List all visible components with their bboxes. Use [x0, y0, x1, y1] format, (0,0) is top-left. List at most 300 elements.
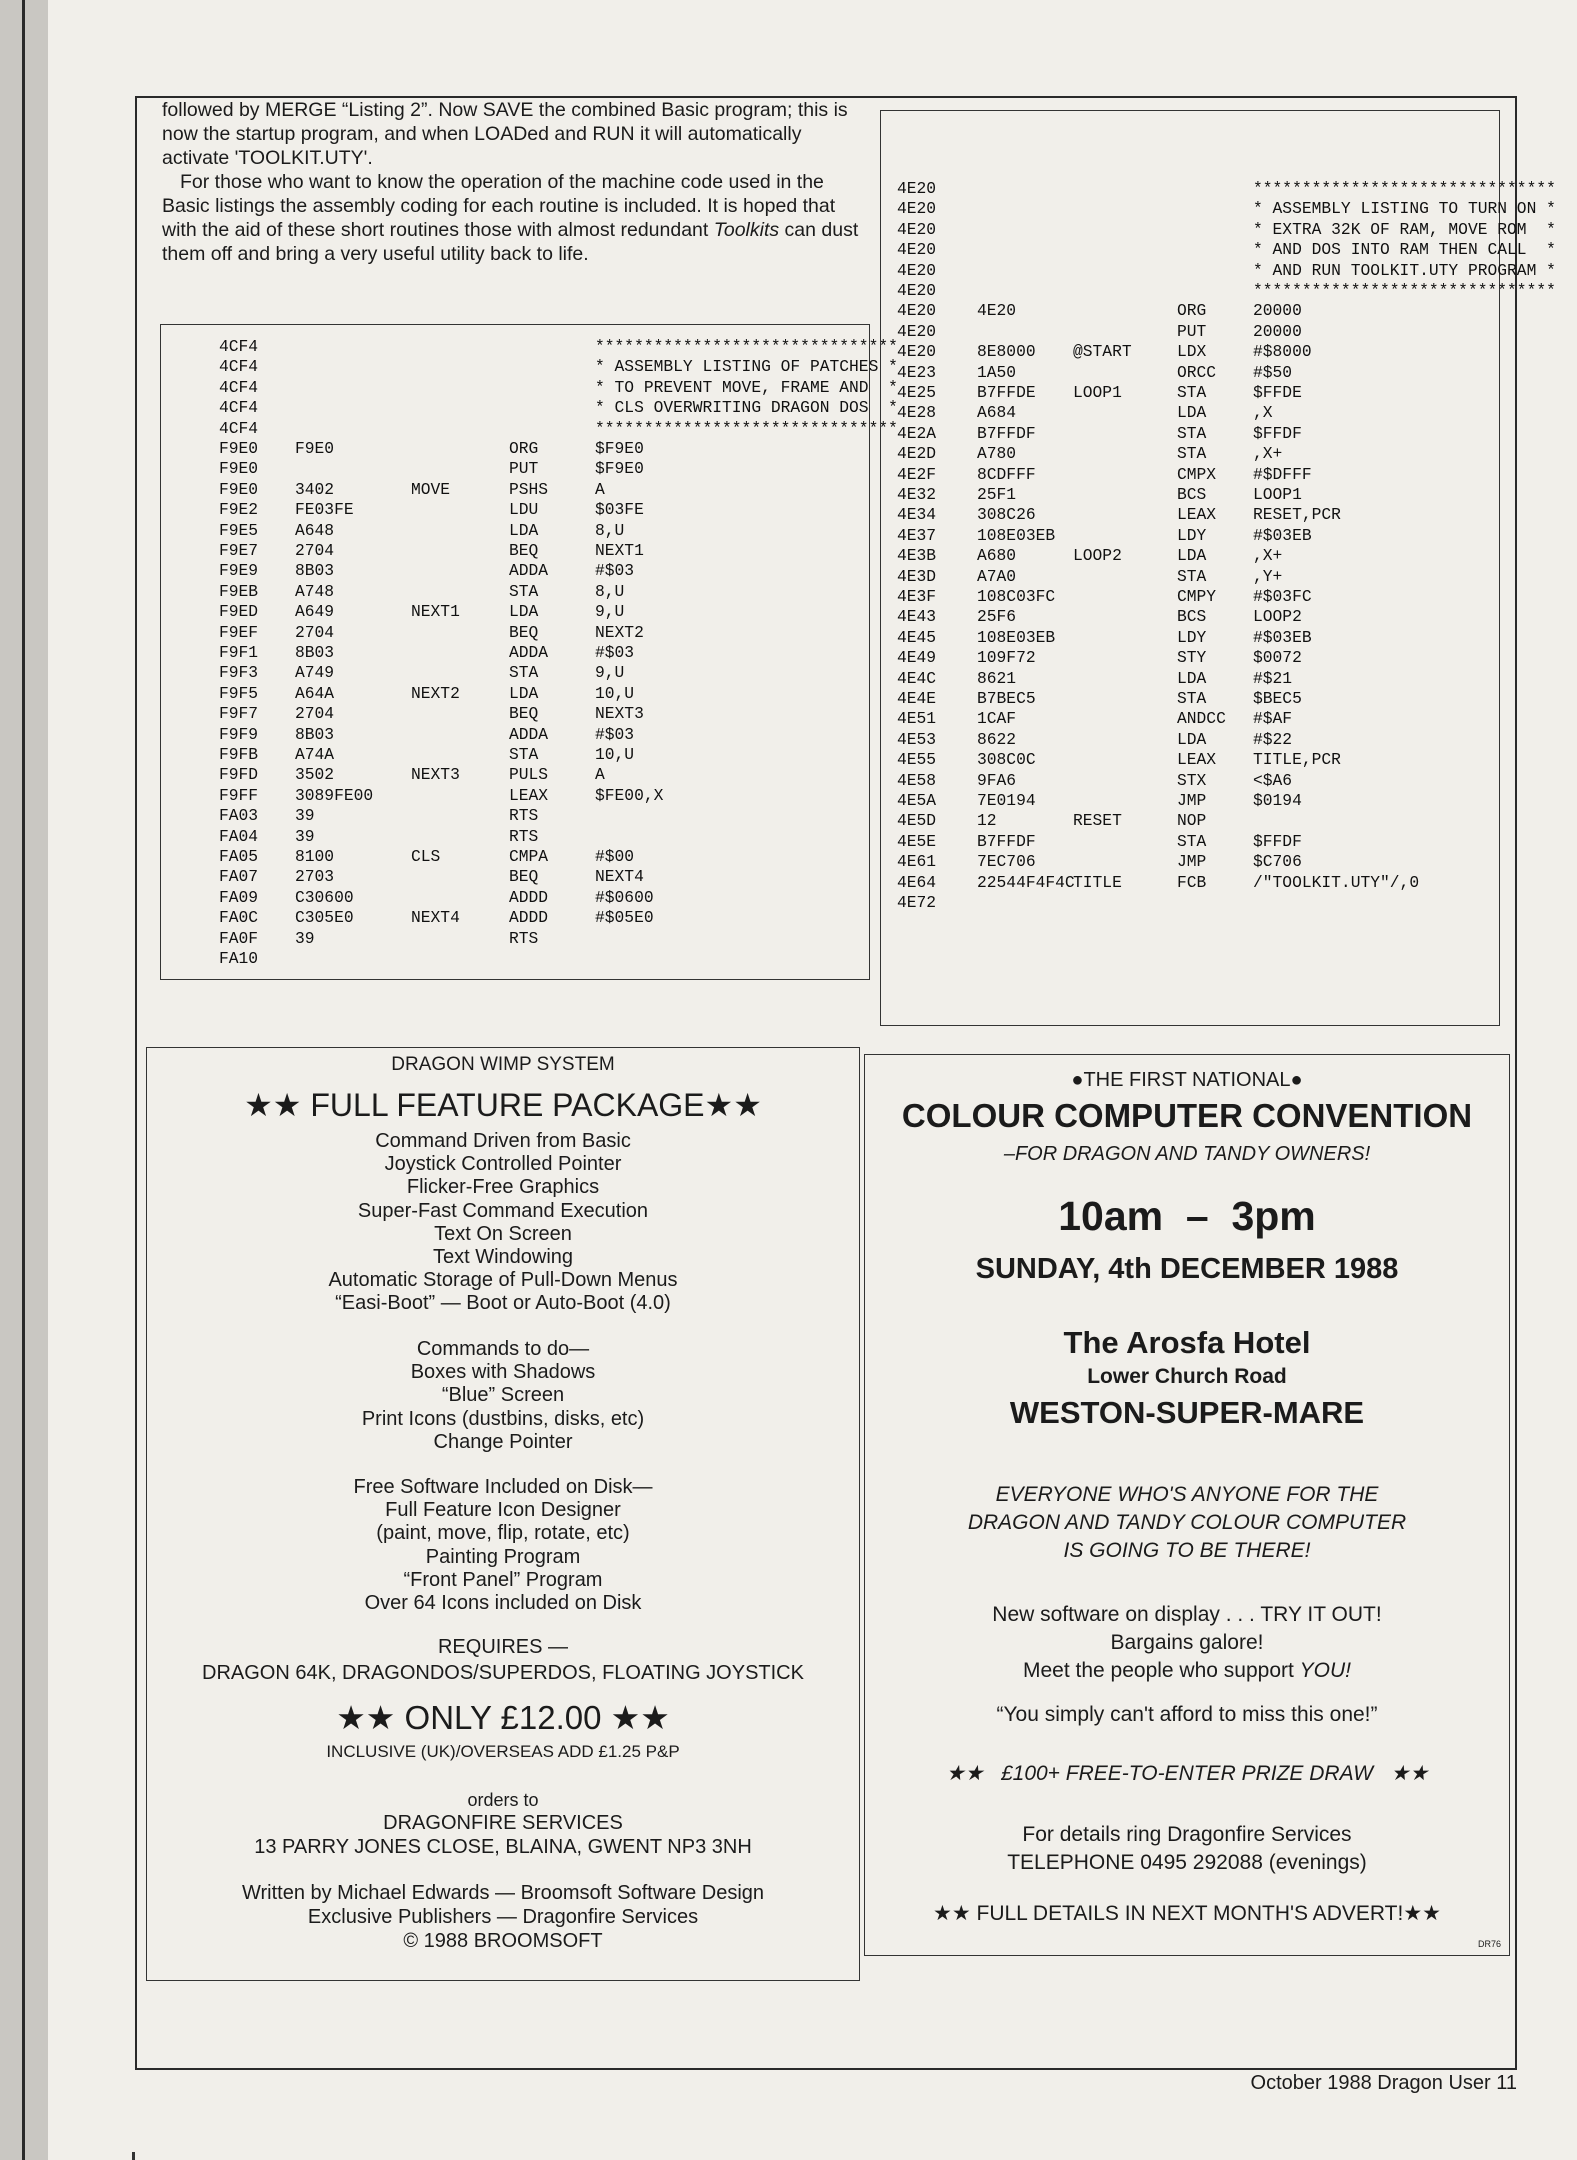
listing-cell: FA10	[219, 949, 259, 968]
listing-cell: 4E64	[897, 872, 937, 892]
listing-cell: STY	[1177, 648, 1207, 668]
listing-cell: 39	[295, 928, 315, 948]
listing-cell: RESET,PCR	[1253, 505, 1341, 525]
wimp-line: Full Feature Icon Designer	[385, 1499, 621, 1522]
listing-cell: F9FF	[219, 785, 259, 805]
listing-cell: STX	[1177, 770, 1207, 790]
wimp-requirements: DRAGON 64K, DRAGONDOS/SUPERDOS, FLOATING JOYSTICK	[202, 1662, 804, 1684]
listing-cell: BEQ	[509, 867, 539, 887]
listing-cell: BCS	[1177, 485, 1207, 504]
listing-cell: CMPA	[509, 847, 549, 866]
listing-cell: 308C26	[977, 505, 1036, 525]
listing-cell: 4E2A	[897, 423, 937, 443]
listing-cell: 4E53	[897, 729, 937, 749]
wimp-line: Free Software Included on Disk—	[353, 1476, 653, 1498]
listing-cell: 4E28	[897, 403, 937, 423]
listing-cell: 4E20	[897, 281, 937, 300]
listing-cell: FA0C	[219, 908, 259, 928]
listing-cell: 4CF4	[219, 418, 259, 438]
page-spine	[0, 0, 48, 2160]
listing-cell: A684	[977, 403, 1017, 423]
listing-cell: STA	[1177, 383, 1207, 402]
spine-line	[22, 0, 25, 2160]
listing-cell: LDA	[509, 520, 539, 540]
listing-cell: $C706	[1253, 852, 1302, 872]
listing-cell: F9E9	[219, 561, 259, 581]
listing-cell: A780	[977, 444, 1017, 464]
listing-cell: F9EF	[219, 622, 259, 642]
patch-listing-box	[160, 324, 898, 980]
listing-cell: LDY	[1177, 525, 1207, 545]
wimp-company: DRAGONFIRE SERVICES	[383, 1812, 623, 1834]
listing-cell: F9EB	[219, 581, 259, 601]
listing-cell: STA	[509, 745, 539, 764]
wimp-line: Text On Screen	[434, 1222, 572, 1245]
wimp-postage: INCLUSIVE (UK)/OVERSEAS ADD £1.25 P&P	[326, 1742, 680, 1761]
listing-cell: CMPY	[1177, 587, 1217, 606]
listing-cell: A64A	[295, 683, 335, 703]
listing-cell: $0194	[1253, 791, 1302, 810]
listing-cell: 4E20	[897, 321, 937, 341]
listing-cell: 4E20	[897, 260, 937, 280]
listing-cell: 8621	[977, 668, 1017, 688]
listing-cell: 3402	[295, 479, 335, 499]
listing-cell: 8CDFFF	[977, 464, 1036, 484]
listing-cell: ,X+	[1253, 444, 1283, 464]
convention-line-3	[865, 1659, 1509, 1683]
listing-cell: A74A	[295, 745, 335, 764]
listing-cell: 12	[977, 811, 997, 831]
listing-cell: 39	[295, 806, 315, 826]
listing-cell: BEQ	[509, 541, 539, 560]
listing-cell: #$05E0	[595, 908, 654, 928]
listing-cell: F9F3	[219, 663, 259, 683]
listing-cell: RTS	[509, 928, 539, 948]
listing-cell: F9E0	[219, 479, 259, 499]
listing-cell: 4E61	[897, 852, 937, 872]
wimp-line: Joystick Controlled Pointer	[384, 1153, 622, 1176]
convention-prize-draw: ★★ £100+ FREE-TO-ENTER PRIZE DRAW ★★	[945, 1762, 1429, 1785]
listing-cell: FA0F	[219, 928, 259, 948]
listing-cell: /"TOOLKIT.UTY"/,0	[1253, 872, 1420, 892]
listing-cell: 4E32	[897, 485, 937, 504]
listing-cell: BEQ	[509, 622, 539, 642]
listing-cell: FA04	[219, 826, 259, 846]
listing-cell: $BEC5	[1253, 689, 1302, 708]
convention-slogan-2: DRAGON AND TANDY COLOUR COMPUTER	[967, 1511, 1407, 1534]
listing-cell: NEXT2	[595, 622, 644, 642]
listing-cell: ORG	[509, 439, 539, 458]
listing-cell: 25F1	[977, 485, 1017, 504]
listing-cell: 7E0194	[977, 791, 1036, 810]
intro-paragraph-2	[162, 170, 868, 266]
wimp-credit-author: Written by Michael Edwards — Broomsoft Software Design	[241, 1882, 765, 1904]
listing-cell: 4E25	[897, 383, 937, 402]
listing-cell: 8B03	[295, 643, 335, 662]
listing-cell: #$03	[595, 643, 635, 662]
listing-cell: NEXT4	[411, 908, 460, 928]
listing-cell: A649	[295, 602, 335, 622]
listing-cell: C30600	[295, 887, 354, 907]
listing-cell: 9,U	[595, 602, 625, 622]
listing-cell: *******************************	[1253, 281, 1556, 300]
listing-cell: 4E20	[897, 219, 937, 239]
listing-cell: F9F1	[219, 643, 259, 662]
listing-cell: #$03	[595, 724, 635, 744]
listing-cell: 1A50	[977, 362, 1017, 382]
listing-cell: STA	[1177, 566, 1207, 586]
listing-cell: #$00	[595, 847, 635, 866]
listing-cell: 4E2D	[897, 444, 937, 464]
advert-code: DR76	[1477, 1939, 1501, 1949]
listing-cell: FE03FE	[295, 500, 354, 520]
listing-cell: C305E0	[295, 908, 354, 928]
listing-cell: 2704	[295, 704, 335, 724]
listing-cell: #$03EB	[1253, 525, 1312, 545]
convention-time: 10am – 3pm	[1058, 1193, 1316, 1239]
wimp-line: Over 64 Icons included on Disk	[364, 1592, 642, 1614]
listing-cell: $FE00,X	[595, 785, 664, 805]
wimp-system-title: DRAGON WIMP SYSTEM	[391, 1054, 615, 1075]
listing-cell: 4E45	[897, 627, 937, 647]
wimp-line: Boxes with Shadows	[410, 1361, 596, 1384]
listing-cell: TITLE,PCR	[1253, 750, 1341, 770]
listing-cell: 8100	[295, 847, 335, 866]
listing-cell: F9F5	[219, 683, 259, 703]
listing-cell: *******************************	[595, 418, 898, 438]
listing-cell: RESET	[1073, 811, 1122, 831]
listing-cell: 8622	[977, 729, 1017, 749]
listing-cell: 7EC706	[977, 852, 1036, 872]
convention-line-3-you: YOU!	[1299, 1659, 1352, 1682]
listing-cell: 4CF4	[219, 337, 259, 356]
wimp-headline: ★★ FULL FEATURE PACKAGE★★	[244, 1087, 762, 1123]
listing-cell: F9FD	[219, 765, 259, 785]
listing-cell: * EXTRA 32K OF RAM, MOVE ROM *	[1253, 219, 1556, 239]
listing-cell: ,X	[1253, 403, 1273, 423]
listing-cell: 4E49	[897, 648, 937, 668]
convention-title: COLOUR COMPUTER CONVENTION	[901, 1097, 1473, 1134]
listing-cell: $0072	[1253, 648, 1302, 668]
listing-cell: FA03	[219, 806, 259, 826]
listing-cell: TITLE	[1073, 872, 1122, 892]
listing-cell: 4E51	[897, 709, 937, 729]
listing-cell: $FFDF	[1253, 831, 1302, 851]
listing-cell: F9E0	[219, 439, 259, 458]
wimp-line: Commands to do—	[416, 1338, 590, 1360]
listing-cell: 8,U	[595, 520, 625, 540]
listing-cell: LOOP1	[1073, 383, 1122, 402]
listing-cell: PUT	[509, 459, 539, 479]
listing-cell: 4E3B	[897, 546, 937, 566]
listing-cell: 8,U	[595, 581, 625, 601]
listing-cell: $03FE	[595, 500, 644, 520]
listing-cell: JMP	[1177, 791, 1207, 810]
wimp-line: Automatic Storage of Pull-Down Menus	[328, 1269, 678, 1292]
convention-slogan-3: IS GOING TO BE THERE!	[1063, 1539, 1311, 1562]
listing-cell: PSHS	[509, 479, 549, 499]
wimp-line: Painting Program	[425, 1545, 581, 1568]
listing-cell: BCS	[1177, 607, 1207, 627]
listing-cell: CLS	[411, 847, 441, 866]
listing-cell: 4E5D	[897, 811, 937, 831]
wimp-price: ★★ ONLY £12.00 ★★	[336, 1699, 670, 1736]
listing-cell: STA	[1177, 831, 1207, 851]
listing-cell: 20000	[1253, 301, 1302, 321]
listing-cell: 8E8000	[977, 342, 1036, 362]
wimp-line: “Easi-Boot” — Boot or Auto-Boot (4.0)	[335, 1292, 671, 1315]
listing-cell: 22544F4F4C	[977, 872, 1075, 892]
listing-cell: ADDA	[509, 724, 549, 744]
convention-phone: TELEPHONE 0495 292088 (evenings)	[1007, 1851, 1367, 1874]
listing-cell: 108E03EB	[977, 525, 1056, 545]
listing-cell: PULS	[509, 765, 549, 785]
listing-cell: 10,U	[595, 683, 635, 703]
listing-cell: LDA	[509, 602, 539, 622]
listing-cell: *******************************	[595, 337, 898, 356]
listing-cell: LDA	[509, 683, 539, 703]
listing-cell: $F9E0	[595, 439, 644, 458]
convention-subtitle: –FOR DRAGON AND TANDY OWNERS!	[1003, 1143, 1371, 1165]
listing-cell: F9E2	[219, 500, 259, 520]
wimp-line: Text Windowing	[432, 1246, 574, 1268]
listing-cell: ANDCC	[1177, 709, 1226, 729]
listing-cell: #$03EB	[1253, 627, 1312, 647]
listing-cell: LOOP2	[1253, 607, 1302, 627]
listing-cell: CMPX	[1177, 464, 1217, 484]
listing-cell: <$A6	[1253, 770, 1293, 790]
convention-line-2: Bargains galore!	[1110, 1631, 1264, 1654]
listing-cell: 2704	[295, 622, 335, 642]
listing-cell: STA	[1177, 423, 1207, 443]
listing-cell: 4E72	[897, 893, 937, 912]
convention-slogan-1: EVERYONE WHO'S ANYONE FOR THE	[995, 1483, 1379, 1506]
listing-cell: 4E20	[897, 301, 937, 321]
listing-cell: NOP	[1177, 811, 1207, 831]
listing-cell: $F9E0	[595, 459, 644, 479]
listing-cell: 108E03EB	[977, 627, 1056, 647]
wimp-line: Change Pointer	[433, 1430, 573, 1453]
wimp-orders-to: orders to	[467, 1790, 539, 1810]
wimp-line: Command Driven from Basic	[375, 1130, 631, 1152]
listing-cell: FA05	[219, 847, 259, 866]
intro-p2-start: For those who want to know the operation of the machine code used in the Basic listings the assembly coding for each routine is included. It is hoped that with the aid of these short routines those with almost redundant	[162, 171, 836, 241]
listing-cell: $FFDE	[1253, 383, 1302, 402]
page-footer: October 1988 Dragon User 11	[1250, 2072, 1517, 2094]
listing-cell: * AND DOS INTO RAM THEN CALL *	[1253, 240, 1556, 260]
listing-cell: LDA	[1177, 668, 1207, 688]
listing-cell: LDA	[1177, 403, 1207, 423]
listing-cell: F9E0	[219, 459, 259, 479]
listing-cell: A	[595, 765, 605, 785]
listing-cell: 20000	[1253, 321, 1302, 341]
listing-cell: BEQ	[509, 704, 539, 724]
listing-cell: 108C03FC	[977, 587, 1056, 606]
listing-cell: LDX	[1177, 342, 1207, 362]
listing-cell: #$DFFF	[1253, 464, 1312, 484]
listing-cell: STA	[509, 581, 539, 601]
listing-cell: NEXT1	[411, 602, 460, 622]
listing-cell: NEXT3	[595, 704, 644, 724]
listing-cell: STA	[509, 663, 539, 683]
listing-cell: F9F7	[219, 704, 259, 724]
listing-cell: A748	[295, 581, 335, 601]
listing-cell: 10,U	[595, 745, 635, 764]
listing-cell: B7FFDF	[977, 831, 1036, 851]
listing-cell: FCB	[1177, 872, 1207, 892]
convention-line-3-text: Meet the people who support	[1022, 1659, 1300, 1682]
listing-cell: JMP	[1177, 852, 1207, 872]
listing-cell: ADDD	[509, 908, 549, 928]
listing-cell: $FFDF	[1253, 423, 1302, 443]
listing-cell: 4E5E	[897, 831, 937, 851]
listing-cell: 4CF4	[219, 377, 259, 397]
listing-cell: RTS	[509, 806, 539, 826]
wimp-line: Flicker-Free Graphics	[406, 1176, 600, 1199]
listing-cell: * ASSEMBLY LISTING TO TURN ON *	[1253, 199, 1556, 219]
listing-cell: 2703	[295, 867, 335, 887]
convention-kicker: ●THE FIRST NATIONAL●	[1071, 1069, 1303, 1091]
intro-paragraph-1: followed by MERGE “Listing 2”. Now SAVE the combined Basic program; this is now the startup program, and when LOADed and RUN it will automatically activate 'TOOLKIT.UTY'.	[162, 99, 848, 169]
listing-cell: 4E5A	[897, 791, 937, 810]
listing-cell: B7FFDE	[977, 383, 1036, 402]
listing-cell: ,Y+	[1253, 566, 1283, 586]
listing-cell: 9,U	[595, 663, 625, 683]
listing-cell: ORCC	[1177, 362, 1217, 382]
convention-advert	[864, 1054, 1510, 1956]
listing-cell: 4E20	[897, 240, 937, 260]
wimp-advert	[146, 1047, 860, 1981]
listing-cell: #$03	[595, 561, 635, 581]
listing-cell: LOOP1	[1253, 485, 1302, 504]
listing-cell: 4E20	[897, 342, 937, 362]
listing-cell: LDU	[509, 500, 539, 520]
convention-next-month: ★★ FULL DETAILS IN NEXT MONTH'S ADVERT!★★	[933, 1902, 1441, 1925]
wimp-requires-label: REQUIRES —	[437, 1636, 569, 1658]
margin-mark	[132, 2152, 135, 2160]
listing-cell: #$8000	[1253, 342, 1312, 362]
listing-cell: ORG	[1177, 301, 1207, 321]
listing-cell: F9E0	[295, 439, 335, 458]
convention-details: For details ring Dragonfire Services	[1022, 1823, 1352, 1846]
convention-street: Lower Church Road	[1087, 1365, 1287, 1388]
convention-date: SUNDAY, 4th DECEMBER 1988	[975, 1253, 1399, 1285]
listing-cell: NEXT4	[595, 867, 644, 887]
listing-cell: A648	[295, 520, 335, 540]
listing-cell: * TO PREVENT MOVE, FRAME AND *	[595, 377, 898, 397]
listing-cell: A7A0	[977, 566, 1017, 586]
listing-cell: 4E4C	[897, 668, 937, 688]
listing-cell: 4E55	[897, 750, 937, 770]
listing-cell: 3502	[295, 765, 335, 785]
listing-cell: A749	[295, 663, 335, 683]
wimp-address: 13 PARRY JONES CLOSE, BLAINA, GWENT NP3 3NH	[254, 1836, 752, 1858]
listing-cell: LDA	[1177, 546, 1207, 566]
listing-cell: RTS	[509, 826, 539, 846]
listing-cell: * CLS OVERWRITING DRAGON DOS *	[595, 398, 898, 418]
wimp-copyright: © 1988 BROOMSOFT	[403, 1930, 603, 1952]
listing-cell: NEXT3	[411, 765, 460, 785]
listing-cell: 2704	[295, 541, 335, 560]
convention-line-1: New software on display . . . TRY IT OUT!	[992, 1603, 1382, 1626]
listing-cell: 9FA6	[977, 770, 1017, 790]
listing-cell: #$AF	[1253, 709, 1293, 729]
intro-text	[162, 98, 868, 266]
listing-cell: 308C0C	[977, 750, 1036, 770]
convention-town: WESTON-SUPER-MARE	[1009, 1395, 1365, 1430]
listing-cell: 4E4E	[897, 689, 937, 708]
listing-cell: 25F6	[977, 607, 1017, 627]
listing-cell: #$03FC	[1253, 587, 1312, 606]
listing-cell: LOOP2	[1073, 546, 1122, 566]
convention-quote: “You simply can't afford to miss this one!”	[996, 1703, 1378, 1726]
listing-cell: 8B03	[295, 561, 335, 581]
listing-cell: F9E7	[219, 541, 259, 560]
listing-cell: F9F9	[219, 724, 259, 744]
wimp-line: Print Icons (dustbins, disks, etc)	[361, 1407, 645, 1430]
listing-cell: LEAX	[1177, 505, 1217, 525]
wimp-credit-publisher: Exclusive Publishers — Dragonfire Services	[307, 1906, 699, 1928]
intro-p2-end: can dust them off and bring a very useful utility back to life.	[162, 219, 859, 265]
listing-cell: A680	[977, 546, 1017, 566]
listing-cell: NEXT1	[595, 541, 644, 560]
wimp-line: “Front Panel” Program	[403, 1568, 603, 1591]
listing-cell: 1CAF	[977, 709, 1017, 729]
listing-cell: #$50	[1253, 362, 1293, 382]
wimp-line: (paint, move, flip, rotate, etc)	[376, 1522, 630, 1545]
listing-cell: 4E20	[897, 179, 937, 198]
listing-cell: 4E3D	[897, 566, 937, 586]
listing-cell: LDA	[1177, 729, 1207, 749]
listing-cell: 4E2F	[897, 464, 937, 484]
listing-cell: ADDA	[509, 643, 549, 662]
listing-cell: #$0600	[595, 887, 654, 907]
convention-venue: The Arosfa Hotel	[1063, 1325, 1311, 1360]
listing-cell: 39	[295, 826, 315, 846]
listing-cell: 4E58	[897, 770, 937, 790]
listing-cell: 4E23	[897, 362, 937, 382]
listing-cell: @START	[1073, 342, 1132, 362]
listing-cell: ADDD	[509, 887, 549, 907]
listing-cell: #$21	[1253, 668, 1293, 688]
listing-cell: LEAX	[1177, 750, 1217, 770]
listing-cell: NEXT2	[411, 683, 460, 703]
listing-cell: B7BEC5	[977, 689, 1036, 708]
listing-cell: #$22	[1253, 729, 1293, 749]
listing-cell: 4E43	[897, 607, 937, 627]
listing-cell: STA	[1177, 689, 1207, 708]
listing-cell: 4CF4	[219, 398, 259, 418]
listing-cell: 4E3F	[897, 587, 937, 606]
listing-cell: 3089FE00	[295, 785, 374, 805]
listing-cell: 4E37	[897, 525, 937, 545]
listing-cell: LEAX	[509, 785, 549, 805]
listing-cell: F9FB	[219, 745, 259, 764]
wimp-line: “Blue” Screen	[441, 1384, 565, 1407]
listing-cell: F9E5	[219, 520, 259, 540]
listing-cell: ADDA	[509, 561, 549, 581]
listing-cell: LDY	[1177, 627, 1207, 647]
listing-cell: STA	[1177, 444, 1207, 464]
listing-cell: B7FFDF	[977, 423, 1036, 443]
listing-cell: *******************************	[1253, 179, 1556, 198]
listing-cell: * AND RUN TOOLKIT.UTY PROGRAM *	[1253, 260, 1556, 280]
listing-cell: 4E34	[897, 505, 937, 525]
listing-cell: PUT	[1177, 321, 1207, 341]
listing-cell: MOVE	[411, 479, 451, 499]
listing-cell: 4E20	[977, 301, 1017, 321]
intro-p2-italic: Toolkits	[713, 219, 780, 241]
